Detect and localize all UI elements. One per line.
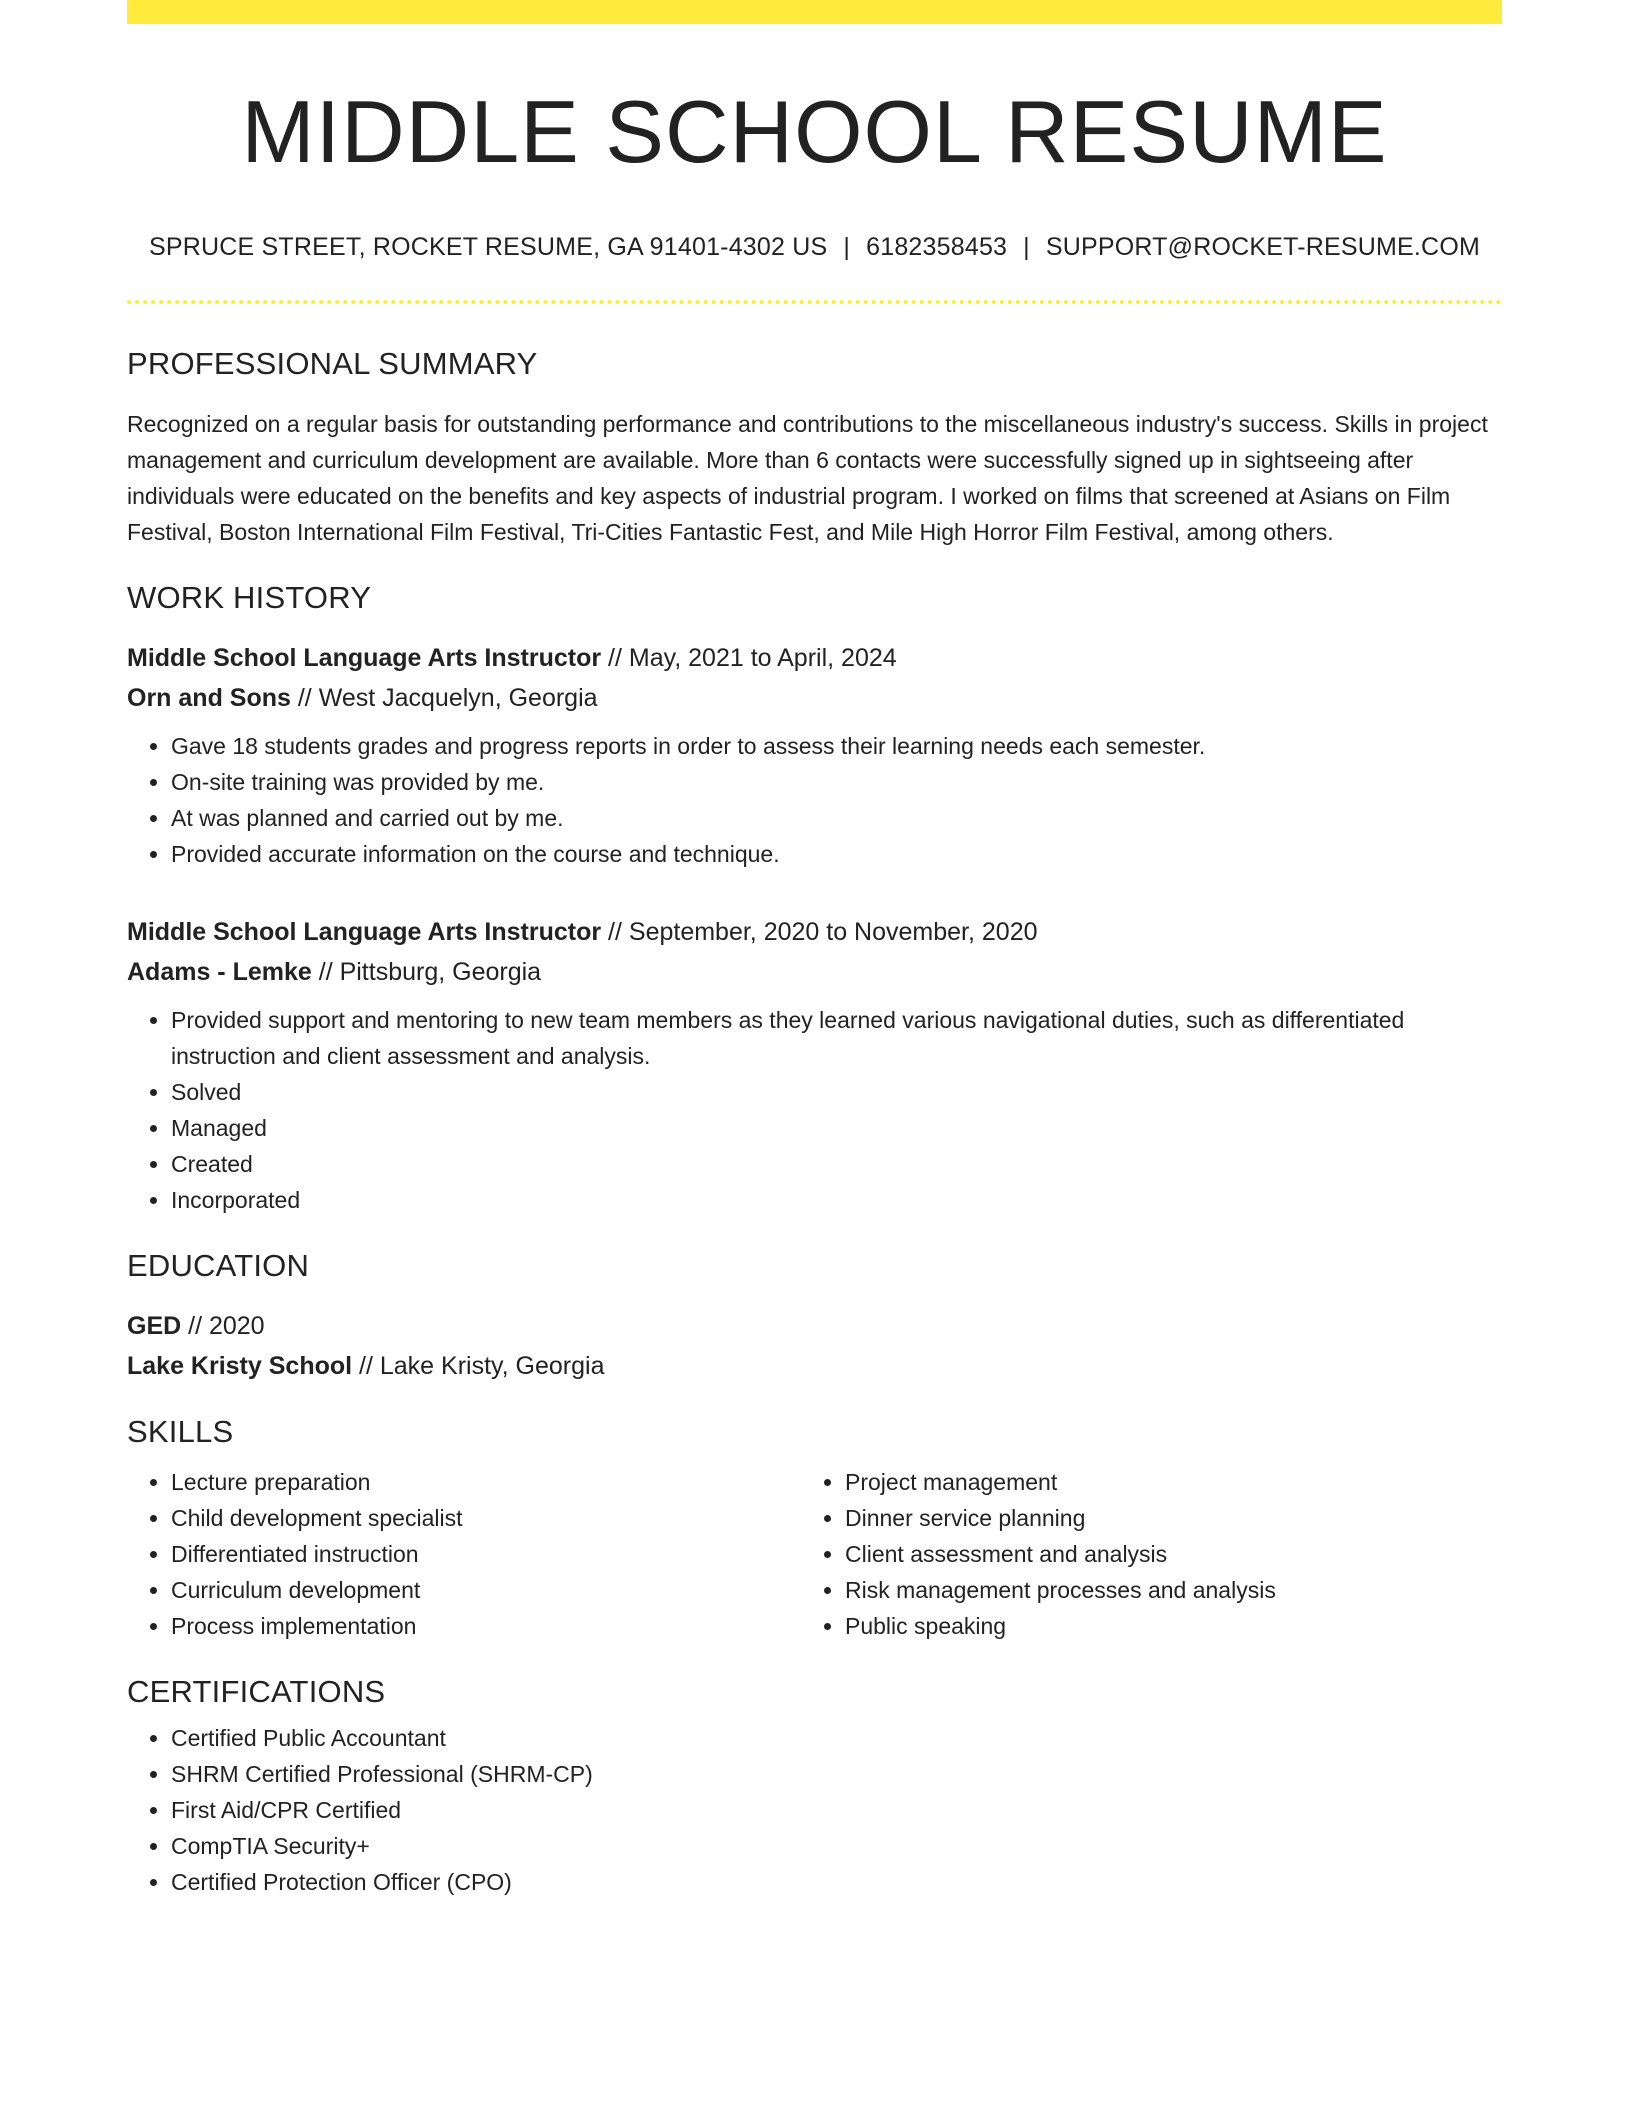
section-heading-certifications: CERTIFICATIONS xyxy=(127,1673,386,1709)
job-title: Middle School Language Arts Instructor xyxy=(127,643,602,672)
list-item: • Provided accurate information on the course and technique. xyxy=(171,836,1502,872)
list-item: • At was planned and carried out by me. xyxy=(171,800,1502,836)
list-item: • Gave 18 students grades and progress reports in order to assess their learning needs each semester. xyxy=(171,728,1502,764)
resume-title: MIDDLE SCHOOL RESUME xyxy=(241,82,1388,181)
certification-item: • SHRM Certified Professional (SHRM-CP) xyxy=(171,1756,1502,1792)
contact-line xyxy=(127,233,1502,262)
contact-address: SPRUCE STREET, ROCKET RESUME, GA 91401-4302 US xyxy=(148,232,828,261)
accent-top-bar xyxy=(127,0,1502,24)
list-item: • Created xyxy=(171,1146,1502,1182)
list-item: • Managed xyxy=(171,1110,1502,1146)
list-item: • Provided support and mentoring to new team members as they learned various navigational duties, such as differentiated instruction and client assessment and analysis. xyxy=(171,1002,1502,1074)
job-title: Middle School Language Arts Instructor xyxy=(127,917,602,946)
job-title-line xyxy=(127,638,1502,678)
job-company-line xyxy=(127,678,1502,718)
job-company-line xyxy=(127,952,1502,992)
list-item: • Solved xyxy=(171,1074,1502,1110)
education-school: Lake Kristy School xyxy=(127,1351,353,1380)
skill-item: • Project management xyxy=(845,1464,1475,1500)
skill-item: • Curriculum development xyxy=(171,1572,801,1608)
certification-item: • First Aid/CPR Certified xyxy=(171,1792,1502,1828)
skill-item: • Lecture preparation xyxy=(171,1464,801,1500)
skill-item: • Client assessment and analysis xyxy=(845,1536,1475,1572)
contact-separator: | xyxy=(843,232,851,261)
skill-item: • Differentiated instruction xyxy=(171,1536,801,1572)
skill-item: • Dinner service planning xyxy=(845,1500,1475,1536)
job-location: // Pittsburg, Georgia xyxy=(311,957,542,986)
job-bullets xyxy=(127,1002,1502,1218)
certifications-list xyxy=(127,1720,1502,1900)
certification-item: • Certified Public Accountant xyxy=(171,1720,1502,1756)
education-school-line xyxy=(127,1346,1502,1386)
section-heading-summary: PROFESSIONAL SUMMARY xyxy=(127,345,538,381)
list-item: • Incorporated xyxy=(171,1182,1502,1218)
certification-item: • CompTIA Security+ xyxy=(171,1828,1502,1864)
contact-separator: | xyxy=(1023,232,1030,261)
job-dates: // May, 2021 to April, 2024 xyxy=(601,643,897,672)
job-bullets xyxy=(127,728,1502,872)
resume-page xyxy=(127,0,1502,1900)
job-location: // West Jacquelyn, Georgia xyxy=(290,683,598,712)
contact-email: SUPPORT@ROCKET-RESUME.COM xyxy=(1045,232,1480,261)
skill-item: • Risk management processes and analysis xyxy=(845,1572,1475,1608)
skills-columns xyxy=(127,1464,1502,1644)
education-location: // Lake Kristy, Georgia xyxy=(352,1351,605,1380)
job-dates: // September, 2020 to November, 2020 xyxy=(601,917,1038,946)
skill-item: • Public speaking xyxy=(845,1608,1475,1644)
job-company: Adams - Lemke xyxy=(127,957,312,986)
list-item: • On-site training was provided by me. xyxy=(171,764,1502,800)
education-degree-line xyxy=(127,1306,1502,1346)
job-title-line xyxy=(127,912,1502,952)
summary-paragraph: Recognized on a regular basis for outstanding performance and contributions to the miscellaneous industry's success. Skills in project management and curriculum development are available. More than 6 contacts were successfully signed up in sightseeing after individuals were educated on the benefits and key aspects of industrial program. I worked on films that screened at Asians on Film Festival, Boston International Film Festival, Tri-Cities Fantastic Fest, and Mile High Horror Film Festival, among others. xyxy=(127,410,1488,545)
job-company: Orn and Sons xyxy=(127,683,291,712)
certification-item: • Certified Protection Officer (CPO) xyxy=(171,1864,1502,1900)
section-heading-skills: SKILLS xyxy=(127,1413,234,1449)
skill-item: • Child development specialist xyxy=(171,1500,801,1536)
education-year: // 2020 xyxy=(181,1311,265,1340)
section-heading-education: EDUCATION xyxy=(127,1247,310,1283)
dotted-divider xyxy=(127,300,1502,304)
skills-list-right xyxy=(801,1464,1475,1644)
section-heading-work-history: WORK HISTORY xyxy=(127,579,372,615)
education-degree: GED xyxy=(127,1311,182,1340)
contact-phone: 6182358453 xyxy=(866,232,1008,261)
skills-list-left xyxy=(127,1464,801,1644)
skill-item: • Process implementation xyxy=(171,1608,801,1644)
